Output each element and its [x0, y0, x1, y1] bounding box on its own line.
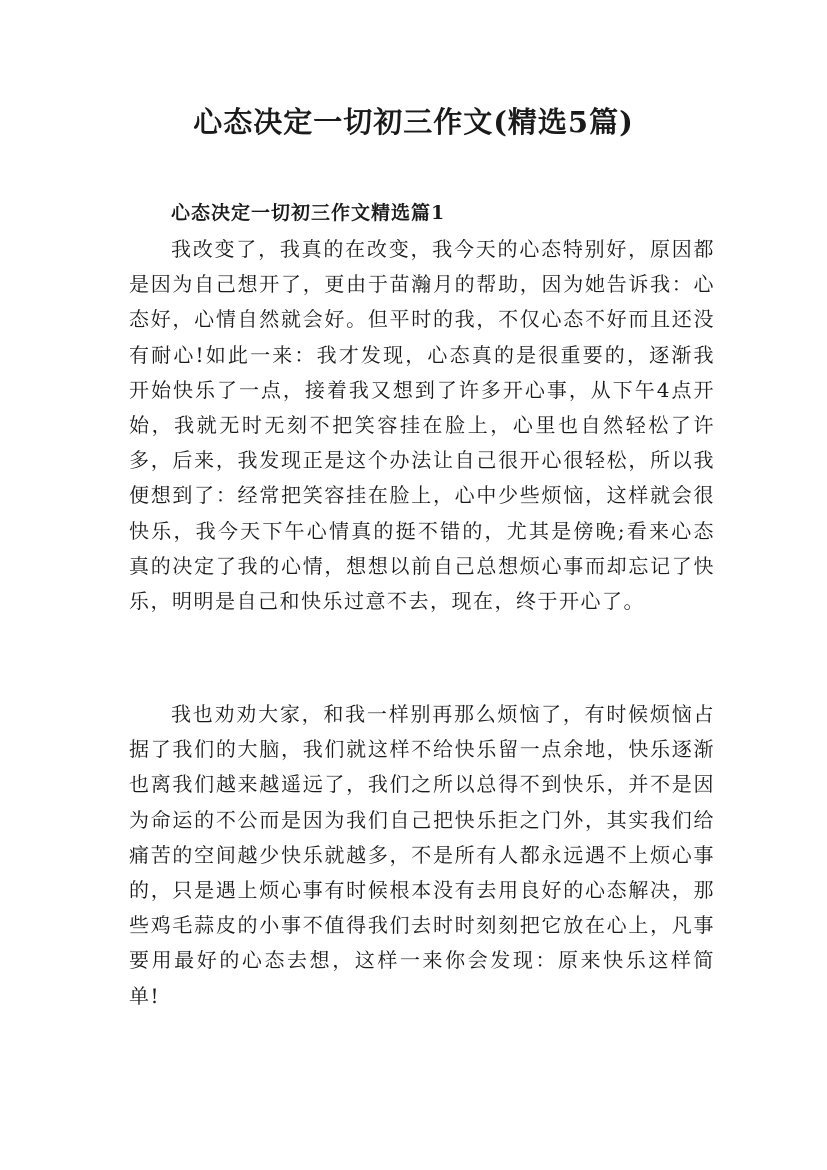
- paragraph-1: 我改变了，我真的在改变，我今天的心态特别好，原因都是因为自己想开了，更由于苗瀚月的帮助，因为她告诉我：心态好，心情自然就会好。但平时的我，不仅心态不好而且还没有耐心!如此一来：我才发现，心态真的是很重要的，逐渐我开始快乐了一点，接着我又想到了许多开心事，从下午4点开始，我就无时无刻不把笑容挂在脸上，心里也自然轻松了许多，后来，我发现正是这个办法让自己很开心很轻松，所以我便想到了：经常把笑容挂在脸上，心中少些烦恼，这样就会很快乐，我今天下午心情真的挺不错的，尤其是傍晚;看来心态真的决定了我的心情，想想以前自己总想烦心事而却忘记了快乐，明明是自己和快乐过意不去，现在，终于开心了。: [129, 237, 715, 614]
- document-title: 心态决定一切初三作文(精选5篇): [193, 105, 634, 139]
- paragraph-2: 我也劝劝大家，和我一样别再那么烦恼了，有时候烦恼占据了我们的大脑，我们就这样不给快乐留一点余地，快乐逐渐也离我们越来越遥远了，我们之所以总得不到快乐，并不是因为命运的不公而是因为我们自己把快乐拒之门外，其实我们给痛苦的空间越少快乐就越多，不是所有人都永远遇不上烦心事的，只是遇上烦心事有时候根本没有去用良好的心态解决，那些鸡毛蒜皮的小事不值得我们去时时刻刻把它放在心上，凡事要用最好的心态去想，这样一来你会发现：原来快乐这样简单!: [129, 702, 715, 1008]
- section-heading: 心态决定一切初三作文精选篇1: [171, 202, 446, 224]
